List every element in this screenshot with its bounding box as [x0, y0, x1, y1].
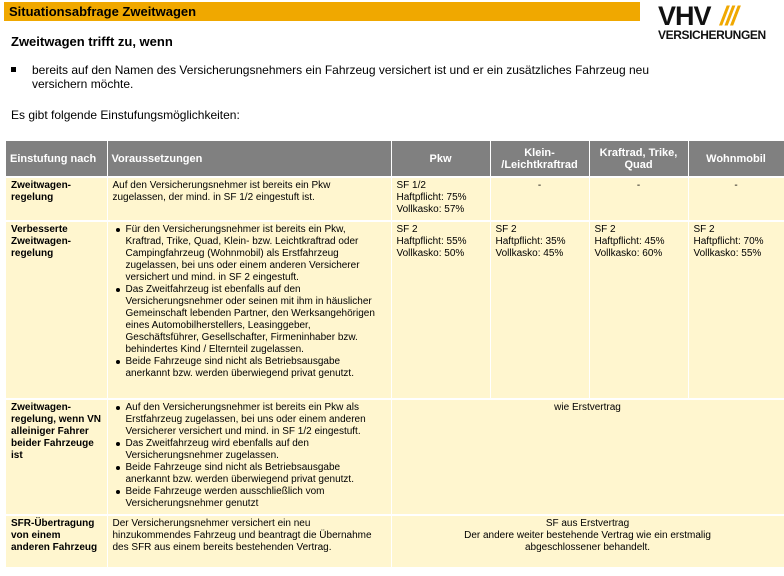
row-condition: Der Versicherungsnehmer versichert ein neu hinzukommendes Fahrzeug und beantragt die Übernahme des SFR aus einem bereits bestehenden Vertrag. — [107, 515, 391, 567]
header-pkw: Pkw — [391, 141, 490, 177]
result-note: Der andere weiter bestehende Vertrag wie ein erstmalig abgeschlossener behandelt. — [464, 530, 711, 553]
row-conditions — [107, 221, 391, 399]
result-line: SF aus Erstvertrag — [545, 518, 630, 529]
rate-cell-pkw — [391, 221, 490, 399]
table-row — [6, 515, 784, 567]
logo-brand: VHV — [658, 1, 711, 31]
condition-item: Beide Fahrzeuge werden ausschließlich vom Versicherungsnehmer genutzt — [126, 486, 386, 510]
row-label: SFR-Übertragung von einem anderen Fahrzeug — [6, 515, 107, 567]
rate-vollkasko: Vollkasko: 57% — [396, 204, 465, 215]
rate-class: SF 2 — [495, 224, 517, 235]
rate-cell-wohnmobil: - — [688, 177, 784, 221]
rate-haftpflicht: Haftpflicht: 55% — [396, 236, 467, 247]
header-einstufung: Einstufung nach — [6, 141, 107, 177]
rate-class: SF 2 — [594, 224, 616, 235]
row-label: Zweitwagen-regelung — [6, 177, 107, 221]
table-row — [6, 177, 784, 221]
row-conditions — [107, 399, 391, 515]
row-label: Verbesserte Zweitwagen-regelung — [6, 221, 107, 399]
rate-cell-wohnmobil — [688, 221, 784, 399]
rate-haftpflicht: Haftpflicht: 45% — [594, 236, 665, 247]
rate-vollkasko: Vollkasko: 60% — [594, 248, 663, 259]
rate-cell-klein: - — [490, 177, 589, 221]
rate-class: SF 2 — [396, 224, 418, 235]
logo-company: VERSICHERUNGEN — [658, 28, 766, 42]
condition-bullet-text: bereits auf den Namen des Versicherungsnehmers ein Fahrzeug versichert ist und er ein zusätzliches Fahrzeug neu versichern möchte. — [32, 63, 649, 91]
header-kraftrad-trike-quad: Kraftrad, Trike, Quad — [589, 141, 688, 177]
rate-vollkasko: Vollkasko: 50% — [396, 248, 465, 259]
condition-item: Für den Versicherungsnehmer ist bereits ein Pkw, Kraftrad, Trike, Quad, Klein- bzw. Leichtkraftrad oder Campingfahrzeug (Wohnmobil) als Erstfahrzeug zugelassen, bei uns oder einem anderen Versicherer versichert und mind. in SF 2 eingestuft. — [126, 224, 386, 284]
subtitle: Zweitwagen trifft zu, wenn — [11, 34, 173, 49]
condition-item: Auf den Versicherungsnehmer ist bereits ein Pkw als Erstfahrzeug zugelassen, bei uns oder einem anderen Versicherer versichert und mind. in SF 1/2 eingestuft. — [126, 402, 386, 438]
classification-table — [6, 141, 784, 567]
rate-haftpflicht: Haftpflicht: 35% — [495, 236, 566, 247]
rate-class: SF 2 — [693, 224, 715, 235]
rate-vollkasko: Vollkasko: 45% — [495, 248, 564, 259]
header-wohnmobil: Wohnmobil — [688, 141, 784, 177]
rate-cell-klein — [490, 221, 589, 399]
rate-class: SF 1/2 — [396, 180, 426, 191]
header-klein-leichtkraftrad: Klein- /Leichtkraftrad — [490, 141, 589, 177]
condition-item: Das Zweitfahrzeug ist ebenfalls auf den Versicherungsnehmer oder seinen mit ihm in häuslicher Gemeinschaft lebenden Partner, den Werksangehörigen eines Automobilherstellers, Leasinggeber, Geschäftsführer, Gesellschafter, Firmeninhaber bzw. behindertes Kind / Elternteil zugelassen. — [126, 284, 386, 356]
slide-title-bar — [4, 2, 640, 21]
rate-cell-kraftrad — [589, 221, 688, 399]
rate-cell-kraftrad: - — [589, 177, 688, 221]
table-row — [6, 221, 784, 399]
logo-slashes: /// — [720, 1, 737, 31]
rate-cell-all: wie Erstvertrag — [391, 399, 784, 515]
rate-haftpflicht: Haftpflicht: 70% — [693, 236, 764, 247]
table-row — [6, 399, 784, 515]
condition-item: Beide Fahrzeuge sind nicht als Betriebsausgabe anerkannt bzw. werden überwiegend privat genutzt. — [126, 462, 386, 486]
header-voraussetzungen: Voraussetzungen — [107, 141, 391, 177]
rate-cell-pkw — [391, 177, 490, 221]
rate-vollkasko: Vollkasko: 55% — [693, 248, 762, 259]
row-condition: Auf den Versicherungsnehmer ist bereits ein Pkw zugelassen, der mind. in SF 1/2 eingestuft ist. — [107, 177, 391, 221]
table-header-row — [6, 141, 784, 177]
condition-item: Beide Fahrzeuge sind nicht als Betriebsausgabe anerkannt bzw. werden überwiegend privat genutzt. — [126, 356, 386, 380]
rate-haftpflicht: Haftpflicht: 75% — [396, 192, 467, 203]
condition-item: Das Zweitfahrzeug wird ebenfalls auf den Versicherungsnehmer zugelassen. — [126, 438, 386, 462]
vhv-logo — [658, 1, 776, 44]
rate-cell-all — [391, 515, 784, 567]
square-bullet-icon — [11, 67, 16, 72]
slide-title: Situationsabfrage Zweitwagen — [9, 4, 197, 19]
row-label: Zweitwagen-regelung, wenn VN alleiniger Fahrer beider Fahrzeuge ist — [6, 399, 107, 515]
intro-text: Es gibt folgende Einstufungsmöglichkeiten: — [11, 108, 240, 122]
